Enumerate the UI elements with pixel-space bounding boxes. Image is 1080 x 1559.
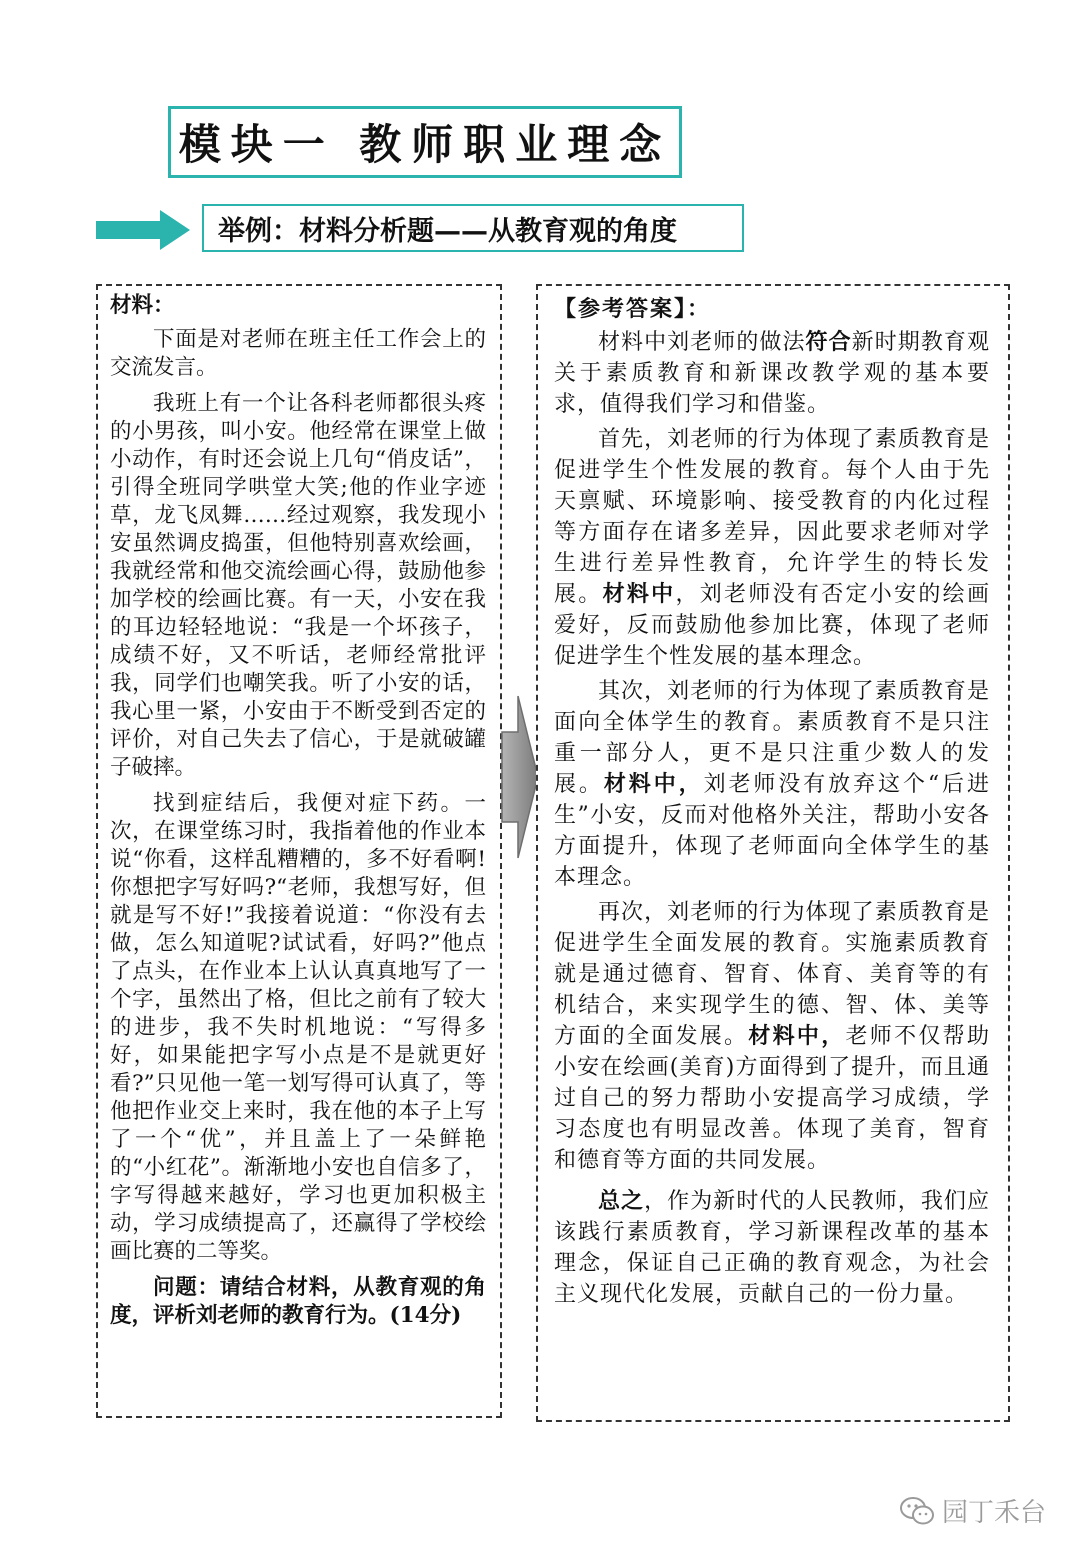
question-text: 问题：请结合材料，从教育观的角度，评析刘老师的教育行为。(14分): [110, 1275, 486, 1328]
answer-panel: [536, 284, 1010, 1422]
answer-point-second: 其次，刘老师的行为体现了素质教育是面向全体学生的教育。素质教育不是只注重一部分人，更不是只注重少数人的发展。材料中，刘老师没有放弃这个“后进生”小安，反而对他格外关注，帮助小安各方面提升，体现了老师面向全体学生的基本理念。: [554, 679, 990, 890]
answer-point-first: 首先，刘老师的行为体现了素质教育是促进学生个性发展的教育。每个人由于先天禀赋、环境影响、接受教育的内化过程等方面存在诸多差异，因此要求老师对学生进行差异性教育，允许学生的特长发展。材料中，刘老师没有否定小安的绘画爱好，反而鼓励他参加比赛，体现了老师促进学生个性发展的基本理念。: [554, 427, 990, 669]
material-paragraph: 下面是对老师在班主任工作会上的交流发言。: [110, 327, 486, 380]
answer-intro: 材料中刘老师的做法符合新时期教育观关于素质教育和新课改教学观的基本要求，值得我们学习和借鉴。: [554, 329, 990, 417]
example-subtitle: 举例：材料分析题——从教育观的角度: [218, 215, 677, 247]
module-title-box: [168, 106, 682, 178]
material-panel: [96, 284, 502, 1418]
watermark: [900, 1492, 1046, 1529]
right-arrow-icon: [96, 208, 192, 252]
module-title: 模块一 教师职业理念: [178, 120, 672, 169]
answer-label: 【参考答案】：: [554, 296, 712, 322]
answer-conclusion: 总之，作为新时代的人民教师，我们应该践行素质教育，学习新课程改革的基本理念，保证自己正确的教育观念，为社会主义现代化发展，贡献自己的一份力量。: [554, 1188, 990, 1307]
wechat-icon: [900, 1496, 934, 1526]
example-subtitle-box: [202, 204, 744, 252]
material-label: 材料：: [110, 293, 175, 318]
answer-point-third: 再次，刘老师的行为体现了素质教育是促进学生全面发展的教育。实施素质教育就是通过德育、智育、体育、美育等的有机结合，来实现学生的德、智、体、美等方面的全面发展。材料中，老师不仅帮助小安在绘画(美育)方面得到了提升，而且通过自己的努力帮助小安提高学习成绩，学习态度也有明显改善。体现了美育，智育和德育等方面的共同发展。: [554, 900, 990, 1173]
material-paragraph: 我班上有一个让各科老师都很头疼的小男孩，叫小安。他经常在课堂上做小动作，有时还会说上几句“俏皮话”，引得全班同学哄堂大笑;他的作业字迹草，龙飞凤舞……经过观察，我发现小安虽然调皮捣蛋，但他特别喜欢绘画，我就经常和他交流绘画心得，鼓励他参加学校的绘画比赛。有一天，小安在我的耳边轻轻地说：“我是一个坏孩子，成绩不好，又不听话，老师经常批评我，同学们也嘲笑我。听了小安的话，我心里一紧，小安由于不断受到否定的评价，对自己失去了信心，于是就破罐子破摔。: [110, 391, 486, 780]
gray-arrow-icon: [498, 694, 540, 860]
watermark-text: 园丁禾台: [941, 1498, 1046, 1528]
material-paragraph: 找到症结后，我便对症下药。一次，在课堂练习时，我指着他的作业本说“你看，这样乱糟糟的，多不好看啊!你想把字写好吗?“老师，我想写好，但就是写不好!”我接着说道：“你没有去做，怎么知道呢?试试看，好吗?”他点了点头，在作业本上认认真真地写了一个字，虽然出了格，但比之前有了较大的进步，我不失时机地说：“写得多好，如果能把字写小点是不是就更好看?”只见他一笔一划写得可认真了，等他把作业交上来时，我在他的本子上写了一个“优”，并且盖上了一朵鲜艳的“小红花”。渐渐地小安也自信多了，字写得越来越好，学习也更加积极主动，学习成绩提高了，还赢得了学校绘画比赛的二等奖。: [110, 791, 486, 1264]
